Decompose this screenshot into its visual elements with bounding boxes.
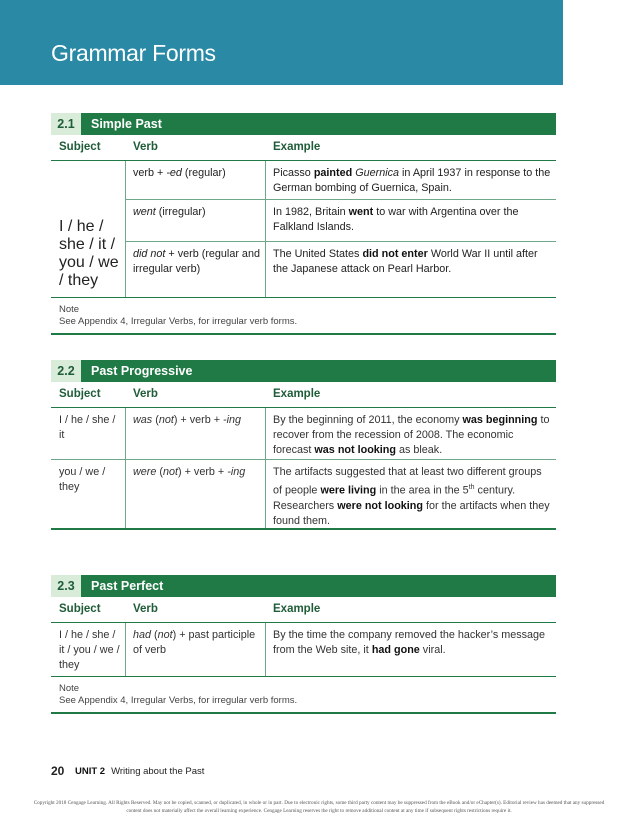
verb-cell: had (not) + past participle of verb — [133, 629, 256, 656]
running-footer — [75, 766, 204, 777]
column-header-example: Example — [273, 603, 321, 615]
subject-cell: I / he / she / it / you / we / they — [59, 218, 119, 289]
verb-cell: was (not) + verb + -ing — [133, 414, 242, 426]
section-number: 2.1 — [51, 113, 81, 135]
example-cell: By the beginning of 2011, the economy was beginning to recover from the recession of 2008. The economic forecast was not looking as bleak. — [273, 414, 550, 456]
copyright-notice: Copyright 2018 Cengage Learning. All Rights Reserved. May not be copied, scanned, or duplicated, in whole or in part. Due to electronic rights, some third party content may be suppressed from the eBook and/or eChapter(s). Editorial review has deemed that any suppressed content does not materially affect the overall learning experience. Cengage Learning reserves the right to remove additional content at any time if subsequent rights restrictions require it. — [33, 800, 605, 814]
verb-cell: were (not) + verb + -ing — [133, 466, 246, 478]
example-cell: The artifacts suggested that at least two different groups of people were living in the area in the 5th century. Researchers were not looking for the artifacts when they found them. — [273, 466, 550, 527]
column-divider — [125, 623, 126, 676]
note-box — [51, 677, 556, 714]
subject-cell: I / he / she / it — [59, 414, 116, 441]
section-past-progressive — [51, 360, 556, 530]
table-row — [51, 408, 556, 460]
column-header-verb: Verb — [133, 388, 158, 400]
section-header — [51, 113, 556, 135]
verb-cell: did not + verb (regular and irregular verb) — [133, 248, 260, 275]
table-row — [126, 242, 556, 296]
table-row — [126, 161, 556, 200]
subject-cell: I / he / she / it / you / we / they — [59, 629, 120, 671]
column-header-example: Example — [273, 141, 321, 153]
column-divider — [125, 460, 126, 528]
page-title: Grammar Forms — [51, 40, 216, 66]
table-body — [51, 161, 556, 297]
column-header-example: Example — [273, 388, 321, 400]
column-divider — [265, 623, 266, 676]
note-box — [51, 297, 556, 335]
section-number: 2.3 — [51, 575, 81, 597]
unit-label: UNIT 2 — [75, 766, 106, 777]
section-title: Simple Past — [91, 117, 162, 131]
column-header-subject: Subject — [59, 141, 101, 153]
note-text: See Appendix 4, Irregular Verbs, for irregular verb forms. — [59, 316, 298, 327]
column-divider — [125, 408, 126, 459]
section-simple-past — [51, 113, 556, 335]
verb-cell: verb + -ed (regular) — [133, 167, 226, 179]
page-header-band — [0, 0, 563, 85]
column-header-row — [51, 597, 556, 623]
column-divider — [265, 408, 266, 459]
column-header-verb: Verb — [133, 141, 158, 153]
page-number: 20 — [51, 764, 65, 778]
unit-title: Writing about the Past — [111, 766, 205, 777]
example-cell: By the time the company removed the hacker’s message from the Web site, it had gone viral. — [273, 629, 546, 656]
column-divider — [265, 460, 266, 528]
note-label: Note — [59, 304, 80, 315]
section-title: Past Progressive — [91, 364, 193, 378]
column-header-subject: Subject — [59, 603, 101, 615]
column-header-subject: Subject — [59, 388, 101, 400]
table-row — [51, 460, 556, 530]
section-header — [51, 360, 556, 382]
example-cell: Picasso painted Guernica in April 1937 in response to the German bombing of Guernica, Spain. — [273, 167, 551, 194]
table-row — [126, 200, 556, 242]
note-text: See Appendix 4, Irregular Verbs, for irregular verb forms. — [59, 695, 298, 706]
subject-cell: you / we / they — [59, 466, 106, 493]
section-past-perfect — [51, 575, 556, 714]
verb-cell: went (irregular) — [133, 206, 206, 218]
example-cell: In 1982, Britain went to war with Argentina over the Falkland Islands. — [273, 206, 519, 233]
section-number: 2.2 — [51, 360, 81, 382]
table-row — [51, 623, 556, 677]
column-header-verb: Verb — [133, 603, 158, 615]
example-cell: The United States did not enter World War II until after the Japanese attack on Pearl Harbor. — [273, 248, 538, 275]
note-label: Note — [59, 683, 80, 694]
section-title: Past Perfect — [91, 579, 164, 593]
section-header — [51, 575, 556, 597]
column-header-row — [51, 382, 556, 408]
column-header-row — [51, 135, 556, 161]
